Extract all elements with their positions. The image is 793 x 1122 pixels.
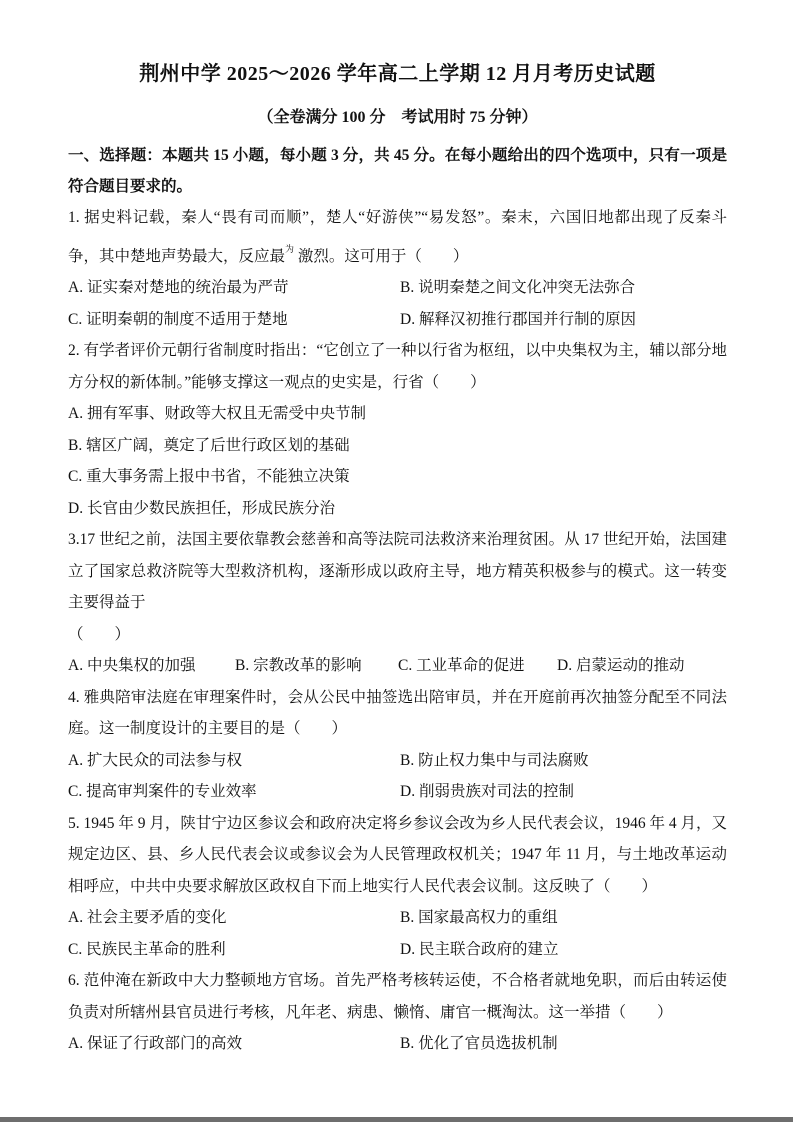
stem-text: 激烈。这可用于（ ）	[297, 247, 469, 265]
options-group	[68, 1028, 727, 1060]
option-c: C. 民族民主革命的胜利	[68, 940, 226, 958]
option-b: B. 宗教改革的影响	[235, 657, 362, 674]
option-d: D. 启蒙运动的推动	[557, 657, 685, 674]
option-b: B. 辖区广阔，奠定了后世行政区划的基础	[68, 436, 350, 454]
options-group	[68, 902, 727, 965]
option-c: C. 工业革命的促进	[398, 657, 525, 674]
options-group	[68, 745, 727, 808]
options-group	[68, 398, 727, 524]
question-3	[68, 524, 727, 682]
option-b: B. 说明秦楚之间文化冲突无法弥合	[400, 279, 636, 296]
options-group	[68, 650, 727, 682]
options-group	[68, 272, 727, 335]
question-5	[68, 808, 727, 966]
option-a: A. 扩大民众的司法参与权	[68, 751, 242, 769]
raised-char-artifact: 为	[285, 243, 295, 254]
option-b: B. 国家最高权力的重组	[400, 909, 558, 926]
option-d: D. 解释汉初推行郡国并行制的原因	[400, 310, 636, 328]
question-6	[68, 965, 727, 1060]
question-2	[68, 335, 727, 524]
option-b: B. 防止权力集中与司法腐败	[400, 751, 589, 769]
question-stem	[68, 202, 727, 272]
answer-parentheses: （ ）	[68, 625, 131, 643]
question-stem: 5. 1945 年 9 月，陕甘宁边区参议会和政府决定将乡参议会改为乡人民代表会议，1946 年 4 月，又规定边区、县、乡人民代表会议或参议会为人民管理政权机关；1947 年 11 月，与土地改革运动相呼应，中共中央要求解放区政权自下而上地实行人民代表会议制。这反映了（ ）	[68, 814, 727, 895]
exam-info-line: （全卷满分 100 分 考试用时 75 分钟）	[257, 109, 538, 126]
option-a: A. 保证了行政部门的高效	[68, 1035, 242, 1052]
option-a: A. 证实秦对楚地的统治最为严苛	[68, 279, 289, 296]
question-4	[68, 682, 727, 808]
option-a: A. 拥有军事、财政等大权且无需受中央节制	[68, 405, 366, 422]
option-d: D. 长官由少数民族担任，形成民族分治	[68, 499, 335, 517]
option-a: A. 中央集权的加强	[68, 657, 196, 674]
question-1	[68, 202, 727, 335]
option-a: A. 社会主要矛盾的变化	[68, 909, 227, 926]
question-stem: 3.17 世纪之前，法国主要依靠教会慈善和高等法院司法救济来治理贫困。从 17 世纪开始，法国建立了国家总救济院等大型救济机构，逐渐形成以政府主导，地方精英积极参与的模式。这一转变主要得益于	[68, 531, 727, 611]
page-bottom-edge	[0, 1117, 793, 1122]
section-heading: 一、选择题：本题共 15 小题，每小题 3 分，共 45 分。在每小题给出的四个选项中，只有一项是符合题目要求的。	[68, 147, 727, 195]
option-c: C. 证明秦朝的制度不适用于楚地	[68, 310, 288, 328]
question-stem: 4. 雅典陪审法庭在审理案件时，会从公民中抽签选出陪审员，并在开庭前再次抽签分配至不同法庭。这一制度设计的主要目的是（ ）	[68, 688, 727, 737]
option-d: D. 削弱贵族对司法的控制	[400, 783, 574, 800]
page-title: 荆州中学 2025～2026 学年高二上学期 12 月月考历史试题	[139, 63, 656, 85]
option-b: B. 优化了官员选拔机制	[400, 1035, 558, 1052]
question-stem: 2. 有学者评价元朝行省制度时指出：“它创立了一种以行省为枢纽，以中央集权为主，辅以部分地方分权的新体制。”能够支撑这一观点的史实是，行省（ ）	[68, 342, 727, 391]
option-d: D. 民主联合政府的建立	[400, 940, 559, 958]
question-stem: 6. 范仲淹在新政中大力整顿地方官场。首先严格考核转运使，不合格者就地免职，而后由转运使负责对所辖州县官员进行考核，凡年老、病患、懒惰、庸官一概淘汰。这一举措（ ）	[68, 972, 727, 1021]
option-c: C. 重大事务需上报中书省，不能独立决策	[68, 468, 350, 485]
stem-text: 1. 据史料记载，秦人“畏有司而顺”，楚人“好游侠”“易发怒”。秦末，六国旧地都出现了反秦斗争，其中楚地声势最大，反应最	[68, 209, 727, 265]
option-c: C. 提高审判案件的专业效率	[68, 783, 257, 800]
